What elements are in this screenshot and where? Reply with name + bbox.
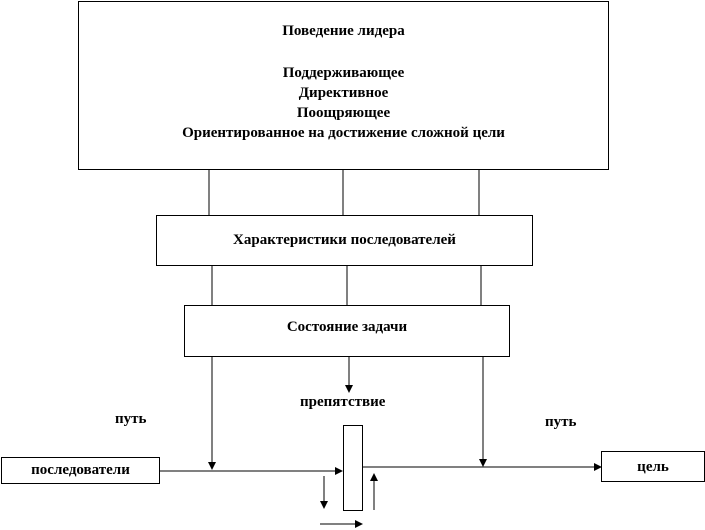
task-state-label: Состояние задачи xyxy=(286,319,408,335)
obstacle-bar xyxy=(343,425,363,511)
leader-style-supportive: Поддерживающее xyxy=(282,65,405,81)
path-label-left: путь xyxy=(115,411,147,427)
obstacle-label: препятствие xyxy=(300,394,386,410)
path-label-right: путь xyxy=(545,414,577,430)
followers-node-label: последователи xyxy=(31,462,130,478)
leader-style-participative: Поощряющее xyxy=(296,105,391,121)
leader-behavior-box xyxy=(78,1,609,170)
task-state-box xyxy=(184,305,510,357)
leader-behavior-title: Поведение лидера xyxy=(282,23,405,39)
goal-node-label: цель xyxy=(637,459,669,475)
goal-node xyxy=(601,451,705,482)
leader-style-directive: Директивное xyxy=(298,85,389,101)
leader-style-achievement-oriented: Ориентированное на достижение сложной цели xyxy=(182,125,505,141)
follower-characteristics-box xyxy=(156,215,533,266)
follower-characteristics-label: Характеристики последователей xyxy=(233,232,456,248)
followers-node xyxy=(1,457,160,484)
